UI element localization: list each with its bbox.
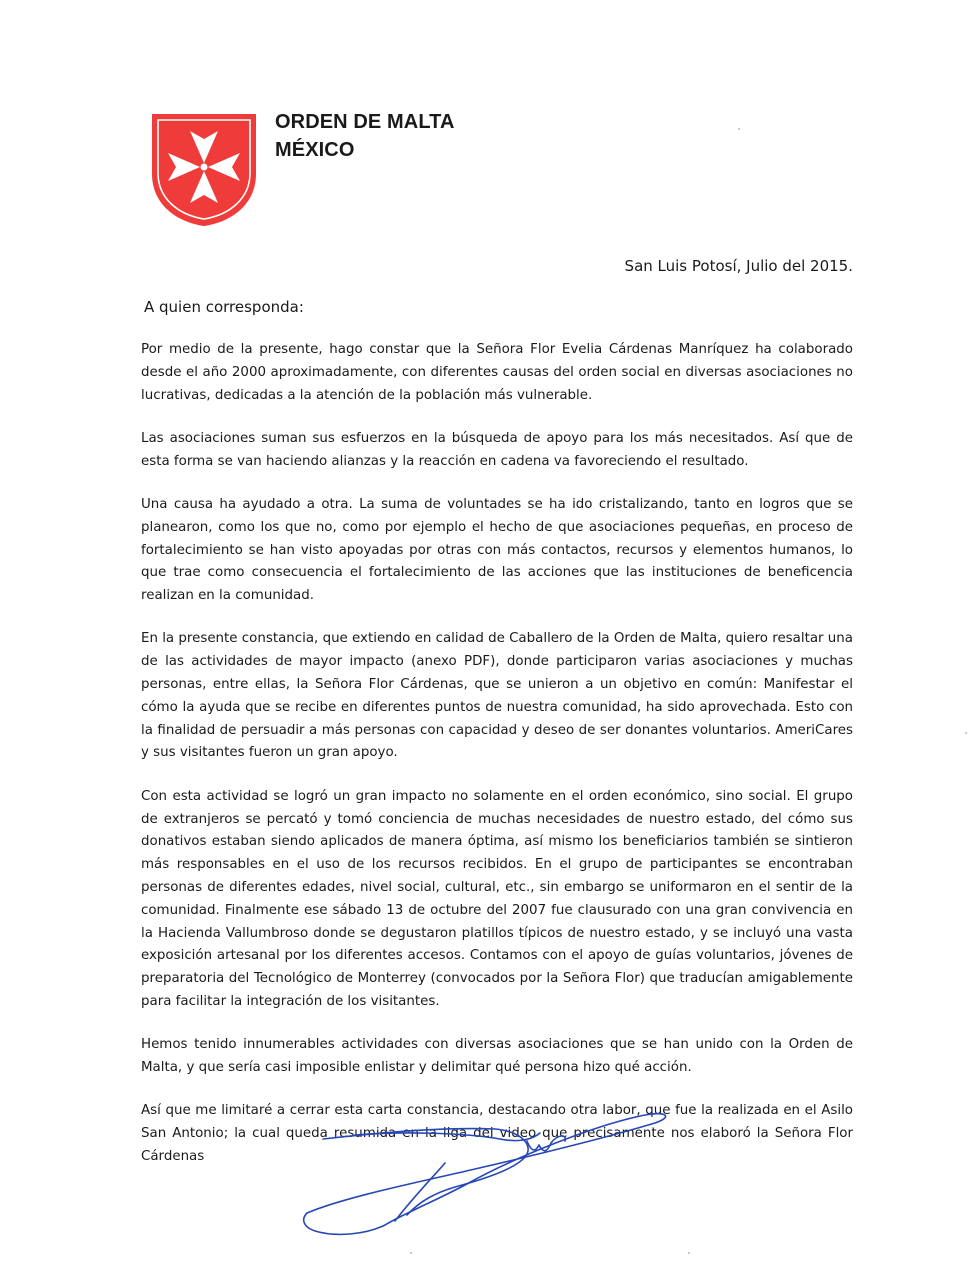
paragraph: Con esta actividad se logró un gran impacto no solamente en el orden económico, sino social. El grupo de extranjeros se percató y tomó conciencia de muchas necesidades de nuestro estado, del cómo sus donativos estaban siendo aplicados de manera óptima, así mismo los beneficiarios también se sintieron más responsables en el uso de los recursos recibidos. En el grupo de participantes se encontraban personas de diferentes edades, nivel social, cultural, etc., sin embargo se uniformaron en el sentir de la comunidad. Finalmente ese sábado 13 de octubre del 2007 fue clausurado con una gran convivencia en la Hacienda Vallumbroso donde se degustaron platillos típicos de nuestro estado, y se incluyó una vasta exposición artesanal por los diferentes accesos. Contamos con el apoyo de guías voluntarios, jóvenes de preparatoria del Tecnológico de Monterrey (convocados por la Señora Flor) que traducían amigablemente para facilitar la integración de los visitantes. <box>141 788 853 1009</box>
paragraph: Las asociaciones suman sus esfuerzos en la búsqueda de apoyo para los más necesitados. Así que de esta forma se van haciendo alianzas y la reacción en cadena va favoreciendo el resultado. <box>141 430 853 469</box>
org-name-line: ORDEN DE MALTA <box>275 111 455 133</box>
paragraph: Una causa ha ayudado a otra. La suma de voluntades se ha ido cristalizando, tanto en logros que se planearon, como los que no, como por ejemplo el hecho de que asociaciones pequeñas, en proceso de fortalecimiento se han visto apoyadas por otras con más contactos, recursos y elementos humanos, lo que trae como consecuencia el fortalecimiento de las acciones que las instituciones de beneficencia realizan en la comunidad. <box>141 496 853 604</box>
page-speck <box>410 1252 412 1254</box>
org-country-line: MÉXICO <box>275 139 355 161</box>
paragraph: En la presente constancia, que extiendo en calidad de Caballero de la Orden de Malta, quiero resaltar una de las actividades de mayor impacto (anexo PDF), donde participaron varias asociaciones y muchas personas, entre ellas, la Señora Flor Cárdenas, que se unieron a un objetivo en común: Manifestar el cómo la ayuda que se recibe en diferentes puntos de nuestra comunidad, ha sido aprovechada. Esto con la finalidad de persuadir a más personas con capacidad y deseo de ser donantes voluntarios. AmeriCares y sus visitantes fueron un gran apoyo. <box>141 631 853 761</box>
page-speck <box>965 732 967 734</box>
handwritten-signature-icon <box>295 1105 675 1240</box>
letter-date: San Luis Potosí, Julio del 2015. <box>624 257 853 275</box>
page-speck <box>738 128 740 130</box>
paragraph: Hemos tenido innumerables actividades con diversas asociaciones que se han unido con la Orden de Malta, y que sería casi imposible enlistar y delimitar qué persona hizo qué acción. <box>141 1037 853 1076</box>
paragraph: Por medio de la presente, hago constar que la Señora Flor Evelia Cárdenas Manríquez ha colaborado desde el año 2000 aproximadamente, con diferentes causas del orden social en diversas asociaciones no lucrativas, dedicadas a la atención de la población más vulnerable. <box>141 342 853 403</box>
letter-body <box>141 339 853 1189</box>
letter-greeting: A quien corresponda: <box>144 298 304 316</box>
paragraph: Así que me limitaré a cerrar esta carta constancia, destacando otra labor, que fue la realizada en el Asilo San Antonio; la cual queda resumida en la liga del video que precisamente nos elaboró la Señora Flor Cárdenas <box>141 1103 853 1164</box>
organization-name <box>275 108 455 164</box>
maltese-cross-shield-icon <box>150 112 258 228</box>
page-speck <box>688 1252 690 1254</box>
